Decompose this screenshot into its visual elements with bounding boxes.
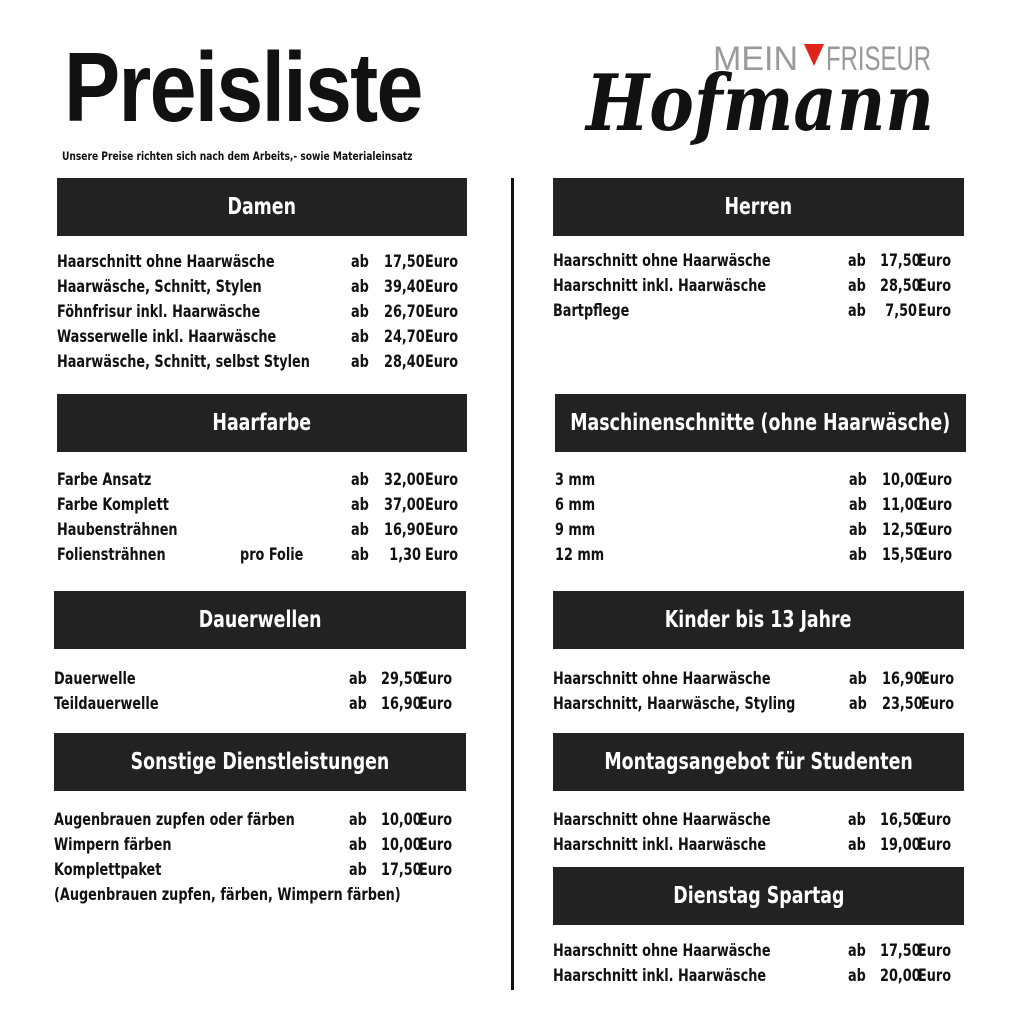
- price-prefix: ab: [351, 545, 369, 565]
- price-unit: Euro: [918, 835, 952, 855]
- price-value: 28,50: [880, 276, 921, 296]
- price-unit: Euro: [425, 520, 459, 540]
- price-row: [555, 518, 966, 543]
- price-unit: Euro: [921, 669, 955, 689]
- price-value: 16,90: [882, 669, 923, 689]
- service-label: Haarschnitt inkl. Haarwäsche: [553, 966, 767, 986]
- price-unit: Euro: [918, 810, 952, 830]
- service-label: Haarschnitt ohne Haarwäsche: [553, 669, 771, 689]
- price-value: 16,50: [880, 810, 921, 830]
- section-title: Kinder bis 13 Jahre: [553, 591, 964, 649]
- price-unit: Euro: [919, 520, 953, 540]
- price-prefix: ab: [849, 669, 867, 689]
- price-value: 37,00: [384, 495, 425, 515]
- price-unit: Euro: [919, 470, 953, 490]
- section-kinder: [553, 591, 964, 714]
- price-value: 17,50: [880, 251, 921, 271]
- price-row: [553, 692, 964, 717]
- service-label: Farbe Ansatz: [57, 470, 152, 490]
- service-label: Haarschnitt ohne Haarwäsche: [553, 810, 771, 830]
- price-value: 10,00: [882, 470, 923, 490]
- service-label: Haarwäsche, Schnitt, Stylen: [57, 277, 262, 297]
- price-row: [57, 543, 467, 568]
- price-unit: Euro: [425, 470, 459, 490]
- price-row: [553, 274, 964, 299]
- price-value: 10,00: [381, 810, 422, 830]
- price-unit: Euro: [918, 941, 952, 961]
- service-label: 9 mm: [555, 520, 596, 540]
- price-row: [57, 493, 467, 518]
- price-row: [553, 299, 964, 324]
- price-row: [57, 350, 467, 375]
- price-value: 17,50: [381, 860, 422, 880]
- price-prefix: ab: [351, 352, 369, 372]
- price-row: [54, 808, 466, 833]
- service-label: Haarschnitt inkl. Haarwäsche: [553, 276, 767, 296]
- service-label: Augenbrauen zupfen oder färben: [54, 810, 295, 830]
- price-prefix: ab: [351, 302, 369, 322]
- price-prefix: ab: [351, 520, 369, 540]
- price-row: [57, 518, 467, 543]
- service-label: Bartpflege: [553, 301, 630, 321]
- price-unit: Euro: [918, 966, 952, 986]
- price-prefix: ab: [349, 835, 367, 855]
- section-title: Sonstige Dienstleistungen: [54, 733, 466, 791]
- price-prefix: ab: [848, 835, 866, 855]
- service-label: Haubensträhnen: [57, 520, 178, 540]
- price-value: 29,50: [381, 669, 422, 689]
- service-label: Wasserwelle inkl. Haarwäsche: [57, 327, 277, 347]
- price-row: [54, 858, 466, 883]
- price-prefix: ab: [349, 669, 367, 689]
- price-row: [555, 468, 966, 493]
- service-label: Haarschnitt ohne Haarwäsche: [553, 941, 771, 961]
- section-damen: [57, 178, 467, 372]
- section-title: Herren: [553, 178, 964, 236]
- price-row: [553, 833, 964, 858]
- price-value: 10,00: [381, 835, 422, 855]
- section-haarfarbe: [57, 394, 467, 565]
- price-unit: Euro: [419, 860, 453, 880]
- price-unit: Euro: [419, 810, 453, 830]
- price-prefix: ab: [848, 810, 866, 830]
- section-title: Damen: [57, 178, 467, 236]
- price-unit: Euro: [419, 835, 453, 855]
- section-title: Dienstag Spartag: [553, 867, 964, 925]
- price-value: 20,00: [880, 966, 921, 986]
- price-row: [57, 250, 467, 275]
- service-label: Haarschnitt ohne Haarwäsche: [553, 251, 771, 271]
- price-prefix: ab: [848, 301, 866, 321]
- price-prefix: ab: [351, 470, 369, 490]
- price-prefix: ab: [848, 276, 866, 296]
- price-prefix: ab: [349, 860, 367, 880]
- service-label: Wimpern färben: [54, 835, 172, 855]
- price-row: [57, 325, 467, 350]
- price-prefix: ab: [849, 470, 867, 490]
- price-unit: Euro: [419, 669, 453, 689]
- logo-hofmann: Hofmann: [584, 58, 934, 149]
- price-prefix: ab: [351, 327, 369, 347]
- service-label: Haarschnitt inkl. Haarwäsche: [553, 835, 767, 855]
- section-herren: [553, 178, 964, 321]
- price-value: 24,70: [384, 327, 425, 347]
- price-unit: Euro: [425, 545, 459, 565]
- price-unit: Euro: [425, 252, 459, 272]
- price-row: [54, 692, 466, 717]
- price-row: [555, 493, 966, 518]
- price-prefix: ab: [351, 495, 369, 515]
- price-row: [54, 833, 466, 858]
- price-row: [553, 249, 964, 274]
- sonstige-note: (Augenbrauen zupfen, färben, Wimpern färben): [54, 885, 401, 905]
- section-maschinen: [555, 394, 966, 565]
- price-unit: Euro: [918, 301, 952, 321]
- logo-mein: MEIN: [713, 40, 798, 78]
- price-unit: Euro: [419, 694, 453, 714]
- price-prefix: ab: [848, 251, 866, 271]
- price-unit: Euro: [918, 276, 952, 296]
- page-title: Preisliste: [64, 32, 422, 142]
- section-montag: [553, 733, 964, 855]
- section-title: Dauerwellen: [54, 591, 466, 649]
- price-value: 11,00: [882, 495, 923, 515]
- price-value: 17,50: [880, 941, 921, 961]
- price-row: [553, 808, 964, 833]
- service-label: Föhnfrisur inkl. Haarwäsche: [57, 302, 261, 322]
- price-prefix: ab: [849, 495, 867, 515]
- price-value: 28,40: [384, 352, 425, 372]
- section-dienstag: [553, 867, 964, 986]
- price-value: 26,70: [384, 302, 425, 322]
- price-unit: Euro: [921, 694, 955, 714]
- price-value: 23,50: [882, 694, 923, 714]
- price-row: [57, 300, 467, 325]
- price-unit: Euro: [425, 327, 459, 347]
- price-prefix: ab: [349, 810, 367, 830]
- service-label: Farbe Komplett: [57, 495, 169, 515]
- page-subtitle: Unsere Preise richten sich nach dem Arbeits,- sowie Materialeinsatz: [62, 149, 413, 163]
- service-label: 3 mm: [555, 470, 596, 490]
- price-prefix: ab: [349, 694, 367, 714]
- price-prefix: ab: [351, 252, 369, 272]
- salon-logo: [580, 38, 940, 168]
- price-value: 7,50: [885, 301, 917, 321]
- logo-friseur: FRISEUR: [826, 40, 931, 78]
- price-prefix: ab: [849, 520, 867, 540]
- price-unit: Euro: [918, 251, 952, 271]
- service-label: 6 mm: [555, 495, 596, 515]
- section-sonstige: [54, 733, 466, 905]
- price-prefix: ab: [351, 277, 369, 297]
- price-value: 12,50: [882, 520, 923, 540]
- service-label: 12 mm: [555, 545, 605, 565]
- price-value: 16,90: [381, 694, 422, 714]
- section-title: Haarfarbe: [57, 394, 467, 452]
- service-label: Haarwäsche, Schnitt, selbst Stylen: [57, 352, 310, 372]
- price-unit: Euro: [919, 545, 953, 565]
- section-dauerwellen: [54, 591, 466, 714]
- price-value: 1,30: [389, 545, 421, 565]
- price-row: [553, 939, 964, 964]
- price-row: [553, 667, 964, 692]
- section-title: Montagsangebot für Studenten: [553, 733, 964, 791]
- price-value: 32,00: [384, 470, 425, 490]
- price-row: [555, 543, 966, 568]
- price-prefix: ab: [848, 966, 866, 986]
- price-row: [553, 964, 964, 989]
- price-unit: Euro: [425, 277, 459, 297]
- price-value: 16,90: [384, 520, 425, 540]
- price-prefix: ab: [849, 545, 867, 565]
- price-row: [57, 275, 467, 300]
- price-value: 19,00: [880, 835, 921, 855]
- price-row: [54, 667, 466, 692]
- price-prefix: ab: [848, 941, 866, 961]
- service-label: Teildauerwelle: [54, 694, 159, 714]
- price-value: 39,40: [384, 277, 425, 297]
- service-label: Haarschnitt, Haarwäsche, Styling: [553, 694, 796, 714]
- service-label: Dauerwelle: [54, 669, 136, 689]
- price-unit: Euro: [919, 495, 953, 515]
- service-label: Komplettpaket: [54, 860, 162, 880]
- price-unit: Euro: [425, 495, 459, 515]
- column-divider: [511, 178, 514, 990]
- service-label: Foliensträhnen: [57, 545, 166, 565]
- price-row: [57, 468, 467, 493]
- price-value: 17,50: [384, 252, 425, 272]
- price-unit: Euro: [425, 352, 459, 372]
- service-note: pro Folie: [240, 545, 304, 565]
- service-label: Haarschnitt ohne Haarwäsche: [57, 252, 275, 272]
- price-value: 15,50: [882, 545, 923, 565]
- section-title: Maschinenschnitte (ohne Haarwäsche): [555, 394, 966, 452]
- price-prefix: ab: [849, 694, 867, 714]
- price-unit: Euro: [425, 302, 459, 322]
